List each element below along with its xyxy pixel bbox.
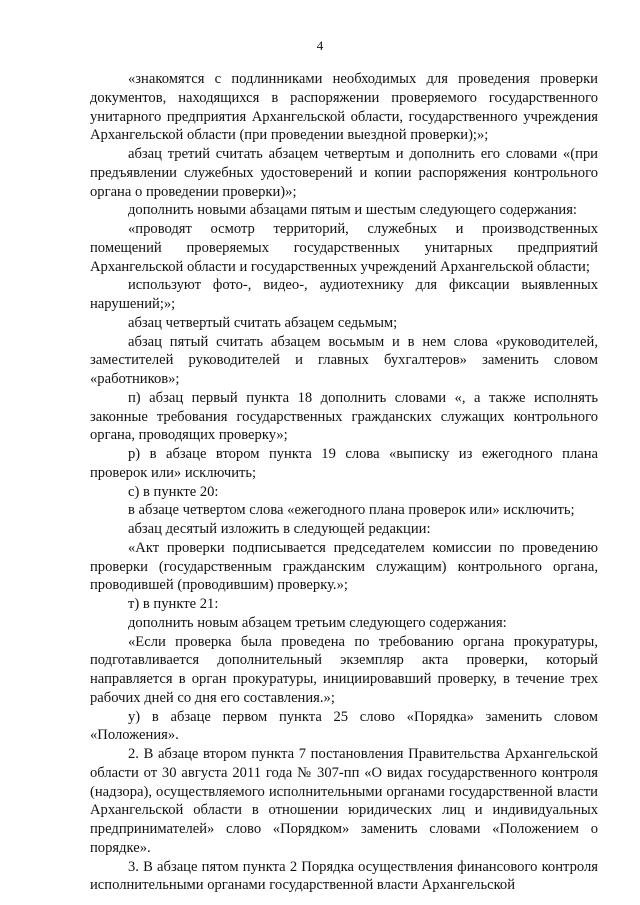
- paragraph: используют фото-, видео-, аудиотехнику для фиксации выявленных нарушений;»;: [90, 277, 598, 312]
- paragraph: с) в пункте 20:: [128, 483, 219, 500]
- paragraph: абзац третий считать абзацем четвертым и дополнить его словами «(при предъявлении служебных удостоверений и копии распоряжения контрольного органа о проведении проверки)»;: [90, 146, 598, 200]
- paragraph: абзац десятый изложить в следующей редакции:: [128, 521, 431, 537]
- paragraph: у) в абзаце первом пункта 25 слово «Порядка» заменить словом «Положения».: [90, 708, 598, 744]
- paragraph: абзац четвертый считать абзацем седьмым;: [128, 314, 398, 331]
- paragraph: т) в пункте 21:: [128, 596, 219, 612]
- paragraph: в абзаце четвертом слова «ежегодного плана проверок или» исключить;: [128, 502, 575, 519]
- document-body: [90, 70, 598, 895]
- paragraph: «Акт проверки подписывается председателем комиссии по проведению проверки (государственным гражданским служащим) контрольного органа, проводившей (проводившим) проверку.»;: [90, 539, 598, 594]
- paragraph: 2. В абзаце втором пункта 7 постановления Правительства Архангельской области от 30 августа 2011 года № 307-пп «О видах государственного контроля (надзора), осуществляемого исполнительными органами государственной власти Архангельской области в отношении юридических лиц и индивидуальных предпринимателей» слово «Порядком» заменить словами «Положением о порядке».: [90, 746, 598, 856]
- page-number: 4: [316, 38, 324, 53]
- paragraph: р) в абзаце втором пункта 19 слова «выписку из ежегодного плана проверок или» исключить;: [90, 446, 598, 481]
- paragraph: п) абзац первый пункта 18 дополнить словами «, а также исполнять законные требования государственных гражданских служащих контрольного органа, проводящих проверку»;: [90, 389, 598, 444]
- paragraph: «проводят осмотр территорий, служебных и производственных помещений проверяемых государственных унитарных предприятий Архангельской области и государственных учреждений Архангельской области;: [90, 221, 598, 275]
- paragraph: «знакомятся с подлинниками необходимых для проведения проверки документов, находящихся в распоряжении проверяемого государственного унитарного предприятия Архангельской области, государственного учреждения Архангельской области (при проведении выездной проверки);»;: [90, 71, 598, 144]
- paragraph: абзац пятый считать абзацем восьмым и в нем слова «руководителей, заместителей руководителей и главных бухгалтеров» заменить словом «работников»;: [90, 333, 598, 387]
- paragraph: 3. В абзаце пятом пункта 2 Порядка осуществления финансового контроля исполнительными органами государственной власти Архангельской: [90, 858, 598, 894]
- paragraph: дополнить новым абзацем третьим следующего содержания:: [128, 614, 507, 631]
- paragraph: «Если проверка была проведена по требованию органа прокуратуры, подготавливается дополнительный экземпляр акта проверки, который направляется в орган прокуратуры, инициировавший проверку, в течение трех рабочих дней со дня его составления.»;: [90, 633, 598, 706]
- paragraph: дополнить новыми абзацами пятым и шестым следующего содержания:: [128, 202, 577, 219]
